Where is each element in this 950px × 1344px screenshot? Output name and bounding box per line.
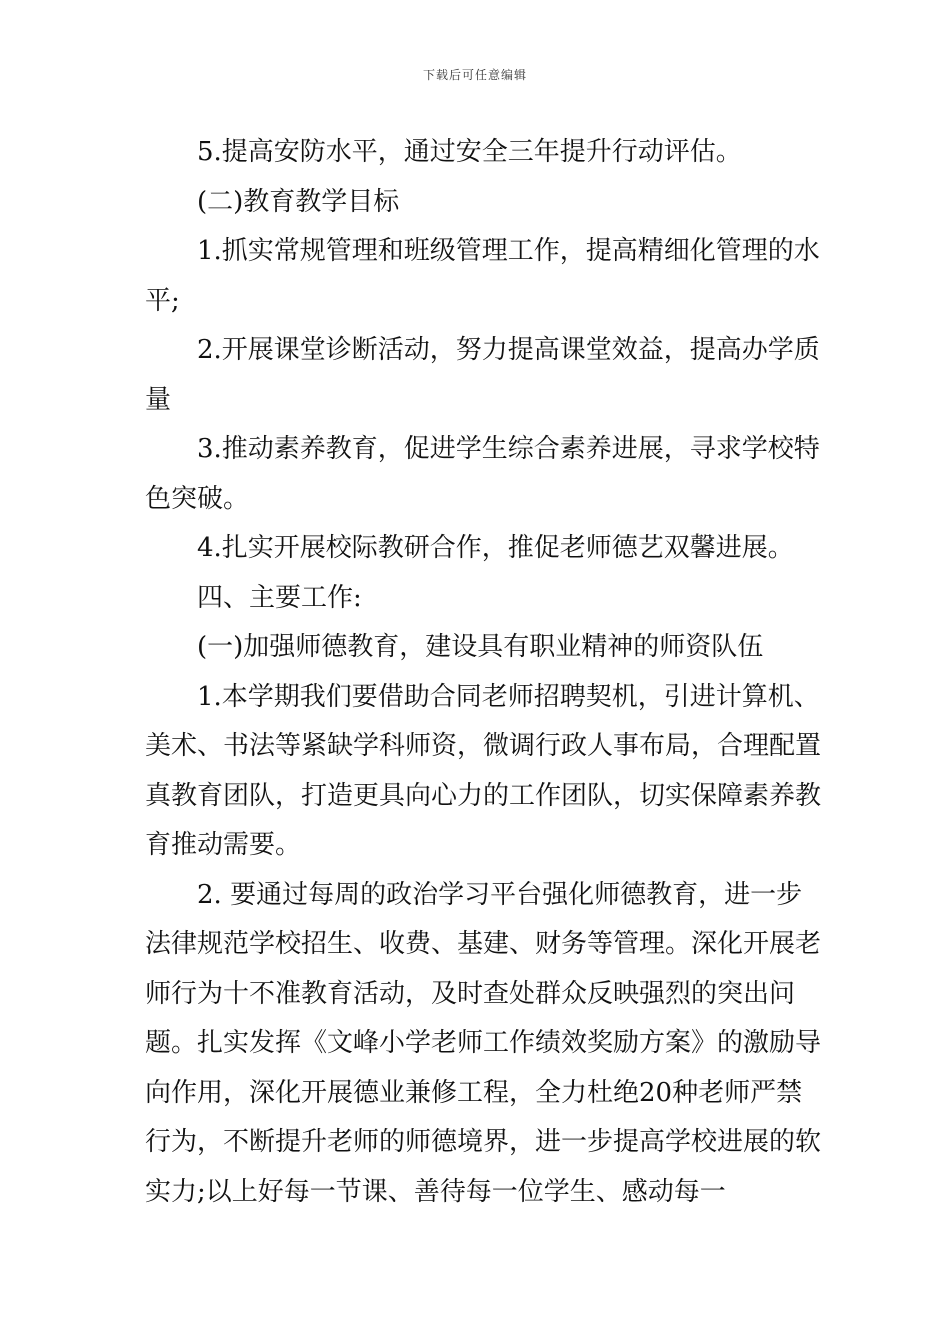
paragraph: 1.本学期我们要借助合同老师招聘契机，引进计算机、美术、书法等紧缺学科师资，微调行政人事布局，合理配置真教育团队，打造更具向心力的工作团队，切实保障素养教育推动需要。 <box>145 681 822 860</box>
paragraph: 2. 要通过每周的政治学习平台强化师德教育，进一步法律规范学校招生、收费、基建、财务等管理。深化开展老师行为十不准教育活动，及时查处群众反映强烈的突出问题。扎实发挥《文峰小学老师工作绩效奖励方案》的激励导向作用，深化开展德业兼修工程，全力杜绝20种老师严禁行为，不断提升老师的师德境界，进一步提高学校进展的软实力;以上好每一节课、善待每一位学生、感动每一 <box>145 879 822 1207</box>
section-heading: 四、主要工作: <box>197 582 362 613</box>
paragraph: 1.抓实常规管理和班级管理工作，提高精细化管理的水平; <box>145 236 820 316</box>
section-heading: (二)教育教学目标 <box>197 186 400 217</box>
section-heading: (一)加强师德教育，建设具有职业精神的师资队伍 <box>197 632 764 662</box>
page-header: 下载后可任意编辑 <box>422 68 527 82</box>
paragraph: 3.推动素养教育，促进学生综合素养进展，寻求学校特色突破。 <box>145 434 820 514</box>
document-body <box>145 128 825 1217</box>
paragraph: 2.开展课堂诊断活动，努力提高课堂效益，提高办学质量 <box>145 335 820 415</box>
paragraph: 4.扎实开展校际教研合作，推促老师德艺双馨进展。 <box>197 533 794 563</box>
paragraph: 5.提高安防水平，通过安全三年提升行动评估。 <box>197 137 742 167</box>
